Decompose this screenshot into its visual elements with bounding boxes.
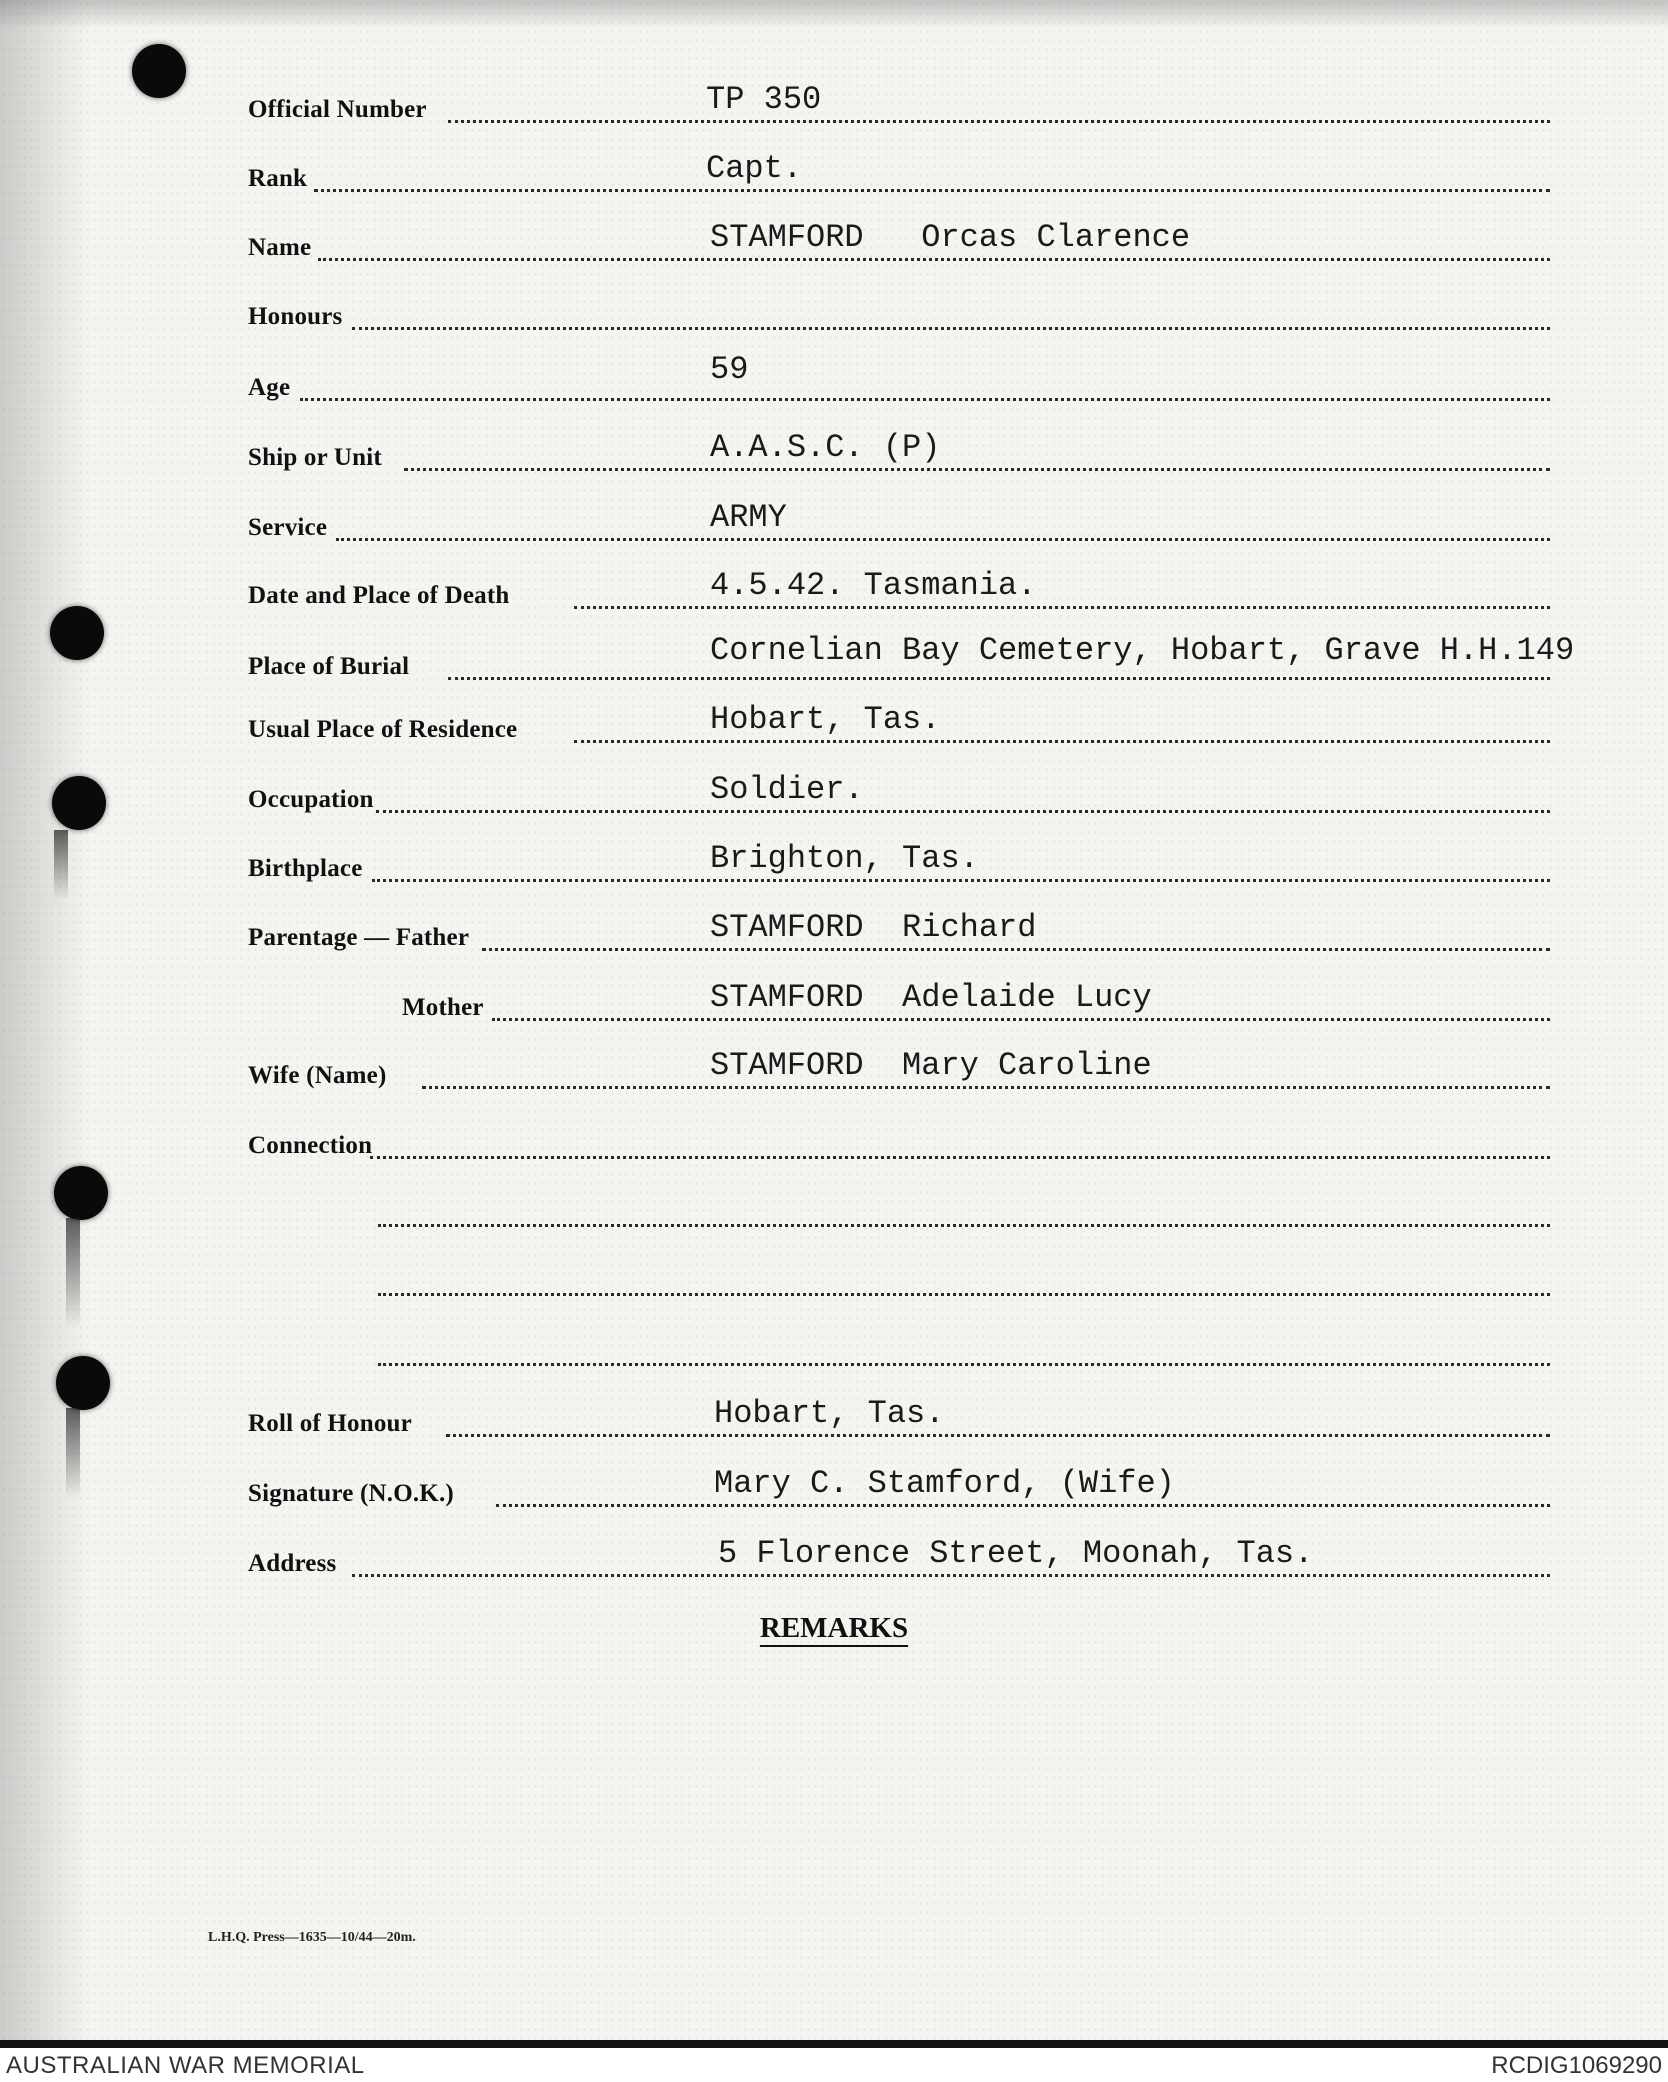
punch-hole-5 [56,1356,110,1410]
field-label: Mother [402,994,484,1021]
field-value: STAMFORD Richard [710,909,1037,946]
punch-hole-smear-4 [66,1218,80,1328]
field-label: Occupation [248,786,374,813]
punch-hole-3 [52,776,106,830]
top-edge-shadow [0,0,1668,30]
field-usual-residence [248,690,1550,750]
field-label: Parentage — Father [248,924,470,951]
connection-extra-line-1 [378,1224,1550,1227]
field-value: Hobart, Tas. [714,1395,945,1432]
field-value: STAMFORD Mary Caroline [710,1047,1152,1084]
field-label: Name [248,234,312,261]
punch-hole-smear-3 [54,830,68,900]
field-name [248,208,1550,268]
punch-hole-1 [132,44,186,98]
field-label: Age [248,374,291,401]
field-parentage-father [248,898,1550,958]
footer-record-id: RCDIG1069290 [1491,2052,1662,2079]
field-honours [248,277,1550,337]
field-address [248,1524,1550,1584]
field-occupation [248,760,1550,820]
field-service [248,488,1550,548]
field-label: Date and Place of Death [248,582,510,609]
field-label: Official Number [248,96,427,123]
field-value: Soldier. [710,771,864,808]
field-label: Usual Place of Residence [248,716,518,743]
dotted-line [448,120,1550,123]
field-label: Honours [248,303,343,330]
dotted-line [482,948,1550,951]
field-value: TP 350 [706,81,822,118]
field-connection [248,1106,1550,1166]
dotted-line [314,189,1550,192]
dotted-line [574,606,1550,609]
print-code: L.H.Q. Press—1635—10/44—20m. [208,1930,416,1945]
field-value: Mary C. Stamford, (Wife) [714,1465,1175,1502]
dotted-line [376,810,1550,813]
field-place-of-burial [248,627,1575,687]
punch-hole-2 [50,606,104,660]
field-signature-nok [248,1454,1550,1514]
remarks-heading: REMARKS [759,1612,909,1644]
field-rank [248,139,1550,199]
dotted-line [446,1434,1550,1437]
field-date-place-of-death [248,556,1550,616]
dotted-line [372,879,1550,882]
field-label: Wife (Name) [248,1062,387,1089]
field-value: Cornelian Bay Cemetery, Hobart, Grave H.H.149 [710,632,1575,669]
field-value: STAMFORD Orcas Clarence [710,219,1191,256]
field-value: STAMFORD Adelaide Lucy [710,979,1152,1016]
dotted-line [404,468,1550,471]
field-value: A.A.S.C. (P) [710,429,941,466]
field-label: Service [248,514,328,541]
field-value: Brighton, Tas. [710,840,979,877]
footer-bar [0,2040,1668,2048]
field-label: Signature (N.O.K.) [248,1480,454,1507]
field-label: Roll of Honour [248,1410,412,1437]
field-label: Rank [248,165,308,192]
dotted-line [422,1086,1550,1089]
field-label: Connection [248,1132,373,1159]
field-official-number [248,70,1550,130]
field-value: 59 [710,351,749,388]
field-roll-of-honour [248,1384,1550,1444]
dotted-line [448,677,1550,680]
field-value: 4.5.42. Tasmania. [710,567,1037,604]
dotted-line [370,1156,1550,1159]
field-value: Capt. [706,150,803,187]
punch-hole-smear-5 [66,1408,80,1498]
field-ship-or-unit [248,418,1550,478]
footer-institution: AUSTRALIAN WAR MEMORIAL [6,2052,365,2079]
field-value: 5 Florence Street, Moonah, Tas. [718,1535,1314,1572]
field-parentage-mother [248,968,1550,1028]
field-wife-name [248,1036,1550,1096]
connection-extra-line-3 [378,1363,1550,1366]
field-label: Ship or Unit [248,444,382,471]
dotted-line [574,740,1550,743]
punch-hole-4 [54,1166,108,1220]
dotted-line [352,327,1550,330]
dotted-line [492,1018,1550,1021]
footer [0,2048,1668,2082]
field-value: Hobart, Tas. [710,701,941,738]
field-label: Place of Burial [248,653,410,680]
field-label: Birthplace [248,855,363,882]
field-value: ARMY [710,499,787,536]
left-edge-shadow [0,0,90,2040]
dotted-line [496,1504,1550,1507]
dotted-line [336,538,1550,541]
connection-extra-line-2 [378,1293,1550,1296]
dotted-line [318,258,1550,261]
field-birthplace [248,829,1550,889]
field-age [248,348,1550,408]
field-label: Address [248,1550,337,1577]
dotted-line [300,398,1550,401]
dotted-line [352,1574,1550,1577]
